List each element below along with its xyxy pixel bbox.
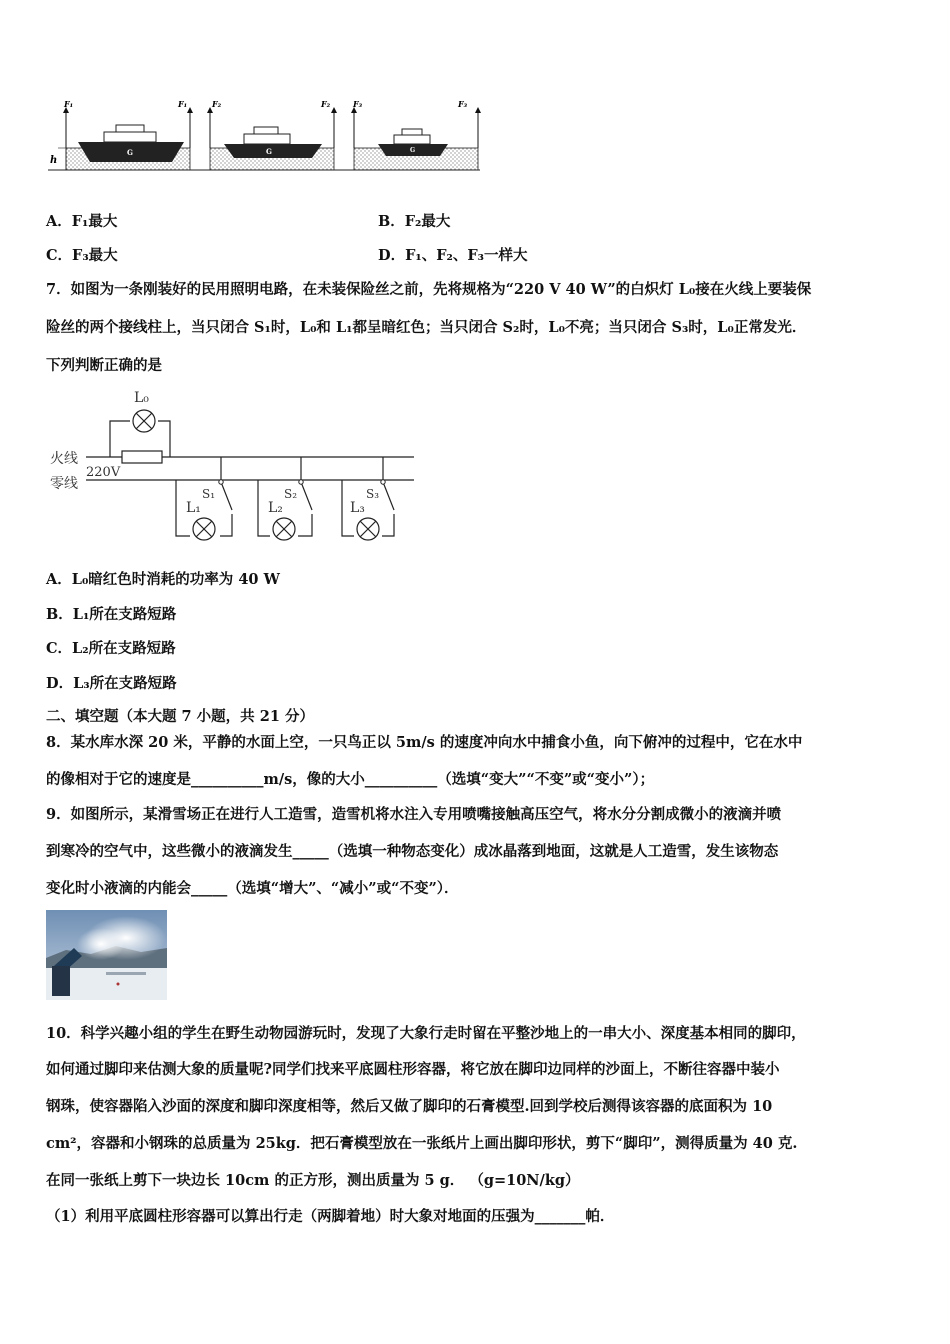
label-l3: L₃ bbox=[350, 500, 365, 516]
q7-option-d: D．L₃所在支路短路 bbox=[46, 675, 177, 692]
q9-line-3: 变化时小液滴的内能会_____（选填“增大”、“减小”或“不变”）． bbox=[46, 880, 459, 897]
label-voltage: 220V bbox=[86, 465, 121, 480]
q10-line-5: 在同一张纸上剪下一块边长 10cm 的正方形，测出质量为 5 g． （g=10N/kg） bbox=[46, 1172, 580, 1189]
label-neutral-wire: 零线 bbox=[50, 476, 78, 492]
q6-option-a: A．F₁最大 bbox=[46, 213, 118, 230]
q10-line-1: 10．科学兴趣小组的学生在野生动物园游玩时，发现了大象行走时留在平整沙地上的一串大小、深度基本相同的脚印， bbox=[46, 1025, 806, 1042]
label-live-wire: 火线 bbox=[50, 451, 78, 467]
q7-line-2: 险丝的两个接线柱上，当只闭合 S₁时，L₀和 L₁都呈暗红色；当只闭合 S₂时，L₀不亮；当只闭合 S₃时，L₀正常发光． bbox=[46, 319, 807, 336]
label-s3: S₃ bbox=[366, 487, 380, 501]
q10-line-2: 如何通过脚印来估测大象的质量呢?同学们找来平底圆柱形容器，将它放在脚印边同样的沙面上，不断往容器中装小 bbox=[46, 1061, 780, 1078]
q7-line-3: 下列判断正确的是 bbox=[46, 357, 162, 374]
q9-line-1: 9．如图所示，某滑雪场正在进行人工造雪，造雪机将水注入专用喷嘴接触高压空气，将水分分割成微小的液滴并喷 bbox=[46, 806, 782, 823]
q8-line-1: 8．某水库水深 20 米，平静的水面上空，一只鸟正以 5m/s 的速度冲向水中捕食小鱼，向下俯冲的过程中，它在水中 bbox=[46, 734, 803, 751]
boats-figure bbox=[44, 98, 484, 178]
svg-text:G: G bbox=[266, 147, 272, 156]
boat-2 bbox=[224, 127, 322, 158]
label-s1: S₁ bbox=[202, 487, 216, 501]
svg-text:G: G bbox=[410, 147, 416, 154]
q10-sub-question-1: （1）利用平底圆柱形容器可以算出行走（两脚着地）时大象对地面的压强为_______帕． bbox=[46, 1208, 615, 1225]
q9-line-2: 到寒冷的空气中，这些微小的液滴发生_____（选填一种物态变化）成冰晶落到地面，这就是人工造雪，发生该物态 bbox=[46, 843, 779, 860]
q6-option-d: D．F₁、F₂、F₃一样大 bbox=[378, 247, 528, 264]
q7-option-a: A．L₀暗红色时消耗的功率为 40 W bbox=[46, 571, 280, 588]
q10-line-4: cm²，容器和小钢珠的总质量为 25kg．把石膏模型放在一张纸片上画出脚印形状，剪下“脚印”，测得质量为 40 克. bbox=[46, 1135, 798, 1152]
force-label-f3-right: F₃ bbox=[458, 99, 468, 109]
svg-text:G: G bbox=[127, 148, 133, 157]
snow-machine-photo bbox=[46, 910, 167, 1000]
force-label-f3-left: F₃ bbox=[353, 99, 363, 109]
h-label: h bbox=[50, 155, 58, 166]
q6-option-b: B．F₂最大 bbox=[378, 213, 451, 230]
label-l2: L₂ bbox=[268, 500, 283, 516]
lamp-l0 bbox=[133, 410, 155, 432]
section-heading: 二、填空题（本大题 7 小题，共 21 分） bbox=[46, 708, 314, 725]
label-l0: L₀ bbox=[134, 390, 149, 406]
q7-line-1: 7．如图为一条刚装好的民用照明电路，在未装保险丝之前，先将规格为“220 V 40 W”的白炽灯 L₀接在火线上要装保 bbox=[46, 281, 812, 298]
circuit-diagram bbox=[46, 386, 426, 546]
boat-1 bbox=[78, 125, 184, 162]
lamp-l1 bbox=[193, 518, 215, 540]
force-label-f1-left: F₁ bbox=[64, 99, 74, 109]
q10-line-3: 钢珠，使容器陷入沙面的深度和脚印深度相等，然后又做了脚印的石膏模型.回到学校后测得该容器的底面积为 10 bbox=[46, 1098, 773, 1115]
q8-line-2: 的像相对于它的速度是__________m/s，像的大小__________（选填“变大”“不变”或“变小”）； bbox=[46, 771, 655, 788]
boat-3 bbox=[378, 129, 448, 156]
force-label-f2-right: F₂ bbox=[321, 99, 331, 109]
q7-option-b: B．L₁所在支路短路 bbox=[46, 606, 177, 623]
q7-option-c: C．L₂所在支路短路 bbox=[46, 640, 176, 657]
label-l1: L₁ bbox=[186, 500, 201, 516]
lamp-l3 bbox=[357, 518, 379, 540]
force-label-f1-right: F₁ bbox=[178, 99, 188, 109]
label-s2: S₂ bbox=[284, 487, 298, 501]
lamp-l2 bbox=[273, 518, 295, 540]
q6-option-c: C．F₃最大 bbox=[46, 247, 118, 264]
force-label-f2-left: F₂ bbox=[212, 99, 222, 109]
